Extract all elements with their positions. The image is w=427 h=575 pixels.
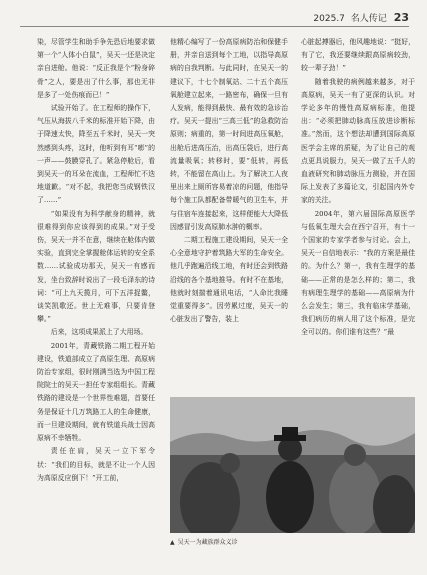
- paragraph: 随着我驶的病例越来越多，对于高原病，吴天一有了更深的认识。对学论多年的慢性高原病标准，他提出：“必须把肺动脉高压放进诊断标准。”然而，这个想法却遭到国际高原医学会主席的质疑，为了让自己的观点更具说服力，吴天一做了五千人的血液研究和肺动脉压力测验，并在国际上发表了多篇论文，引起国内外专家的关注。: [301, 77, 415, 205]
- paragraph: 心脏起搏器后，他风趣地说：“挺好，有了它，我还要继续跟高原病较劲，较一辈子劲！”: [301, 38, 415, 73]
- paragraph: 二期工程施工建设期间，吴天一全心全意地守护着筑路大军的生命安全。他几乎跑遍沿线工地，有时还会到铁路沿线的各个基地推导。有时不在基地，他就时刻揣着通讯电话，“人命比我睡觉重要得多”。因劳累过度，吴天一的心脏发出了警告，装上: [170, 236, 288, 324]
- section-title: 名人传记: [350, 14, 387, 24]
- header-rule: [20, 26, 409, 27]
- photo-illustration: [170, 397, 415, 533]
- caption-text: 吴天一为藏族群众义诊: [177, 539, 238, 546]
- text-column-middle: [170, 36, 288, 326]
- paragraph: 染，尽管学生和助手争先恐后地要求做第一个“人体小白鼠”，吴天一还是决定亲自进舱。他说：“反正我是个“粉身碎骨”之人，要是出了什么事，那也无非是多了一处伤痕而已！”: [37, 38, 155, 99]
- paragraph: 2001年，青藏铁路二期工程开始建设，铁道部成立了高原生理、高原病防治专家组，很时刚满当选为中国工程院院士的吴天一担任专家组组长。青藏铁路的建设是一个世界性难题，首要任务是保证十几万筑路工人的生命健康，而一旦建设期间，就有铁道兵战士因高原病不幸牺牲。: [37, 341, 155, 443]
- text-column-right: [301, 36, 415, 340]
- paragraph: 2004年，第六届国际高原医学与低氧生理大会在西宁召开，有十一个国家的专家学者参与讨论。会上，吴天一自信地表示：“我的方案是最佳的。为什么？第一，我有生理学的基础——正常的是怎么样的；第二，我有病理生理学的基础——高原病为什么会发生；第三，我有临床学基础，我们病历的病人用了这个标准，是完全可以的。你们谁有这些？”最: [301, 209, 415, 337]
- paragraph: “如果没有为科学献身的精神，就很难得到你应该得到的成果。”对于受伤，吴天一并不在意，继续在舱体内做实验，直到完全掌握舱体运转的安全系数……试验成功那天，吴天一有感而发，坐台致辞时说出了一段毛泽东的诗词：“可上九天揽月，可下五洋捉鳖，谈笑凯歌还。世上无难事，只要肯登攀。”: [37, 209, 155, 324]
- paragraph: 他精心编写了一份高原病防治和保健手册，并亲自送到每个工地，以指导高原病的自我判断。与此同时，在吴天一的建议下，十七个制氧站、二十五个高压氧舱建立起来，一路密布，确保一旦有人发病，能得到最快、最有效的急诊治疗。吴天一提出“三高三低”的急救防治原则；病重的，第一时间进高压氧舱，出舱后进高压治，出高压袋后，进行高流量吸氧；转移时，要“低转，再低转，不能留在高山上。为了解决工人夜里出来上厕所容易着凉的问题，他指导每个施工队都配备带暖气的卫生车，并与住宿车连接起来，这样便能大大降低因感冒引发高原肺水肿的概率。: [170, 38, 288, 231]
- issue-number: 2025.7: [313, 14, 345, 24]
- page-number: 23: [393, 11, 409, 24]
- paragraph: 后来，这项成果派上了大用场。: [50, 328, 148, 337]
- header-text: [313, 11, 409, 24]
- triangle-icon: ▲: [170, 539, 175, 546]
- photo-caption: [170, 537, 238, 546]
- paragraph: 试验开始了。在工程师的操作下，气压从海拔八千米的标准开始下降，由于降速太快，降至五千米时，吴天一突然感到头疼，这时，他听到有耳“嘭”的一声——鼓膜穿孔了。紧急停舱后，看到吴天一的耳朵在流血，工程师忙不迭地道歉。“对不起，我把您当成钢铁汉了……”: [37, 104, 155, 205]
- paragraph: 责任在肩，吴天一立下军令状：“我们的目标，就是不让一个人因为高原反应倒下！”开工前，: [37, 447, 155, 482]
- page-header: [0, 0, 427, 30]
- text-column-left: [37, 36, 155, 485]
- article-photo: [170, 397, 415, 533]
